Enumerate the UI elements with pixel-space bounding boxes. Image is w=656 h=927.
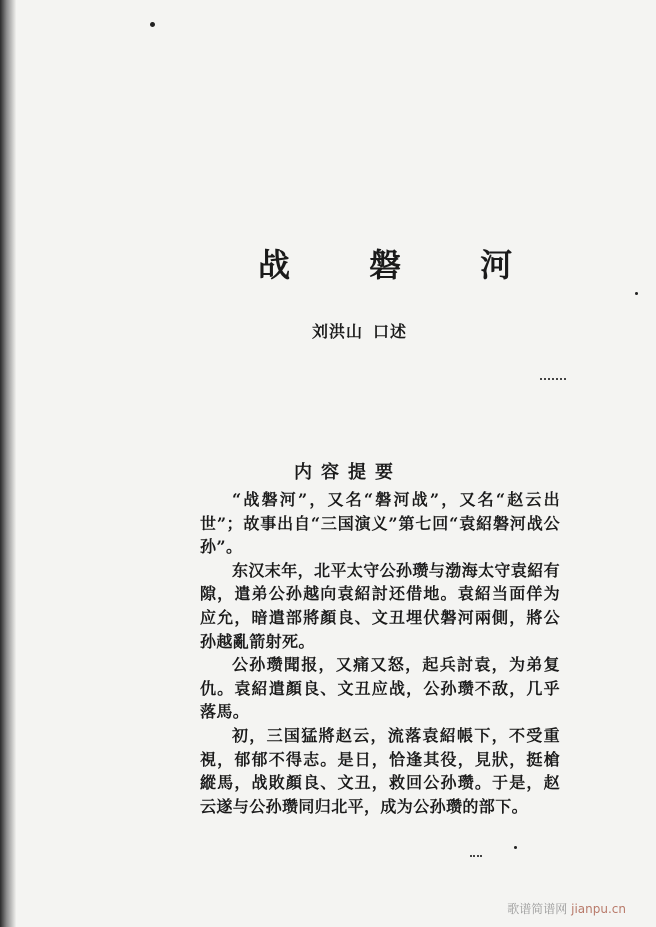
- summary-body: [200, 488, 560, 818]
- watermark-site: 歌谱简谱网: [507, 902, 568, 916]
- scan-speck: [635, 292, 638, 295]
- summary-heading: 内容提要: [294, 462, 402, 483]
- summary-paragraph: “战磐河”，又名“磐河战”，又名“赵云出世”；故事出自“三国演义”第七回“袁紹磐河战公孙”。: [200, 490, 560, 557]
- author-role: 口述: [373, 322, 408, 341]
- author-line: [312, 319, 407, 342]
- watermark-url: jianpu.cn: [571, 902, 626, 916]
- site-watermark: [507, 900, 626, 917]
- page-title: 战 磐 河: [258, 246, 547, 284]
- scan-dotted-mark: [540, 378, 566, 380]
- summary-paragraph: 公孙瓒聞报，又痛又怒，起兵討袁，为弟复仇。袁紹遣顏良、文丑应战，公孙瓒不敌，几乎落馬。: [200, 655, 560, 722]
- scan-dotted-mark: [470, 855, 482, 857]
- author-name: 刘洪山: [312, 322, 364, 341]
- summary-paragraph: 东汉末年，北平太守公孙瓒与渤海太守袁紹有隙，遣弟公孙越向袁紹討还借地。袁紹当面佯为应允，暗遣部將顏良、文丑埋伏磐河兩側，將公孙越亂箭射死。: [200, 560, 561, 651]
- page-binding-edge: [0, 0, 16, 927]
- summary-paragraph: 初，三国猛將赵云，流落袁紹帳下，不受重視，郁郁不得志。是日，恰逢其役，見狀，挺槍縱馬，战敗顏良、文丑，救回公孙瓒。于是，赵云遂与公孙瓒同归北平，成为公孙瓒的部下。: [200, 725, 560, 816]
- scan-speck: [514, 846, 517, 849]
- scan-speck: [150, 22, 155, 27]
